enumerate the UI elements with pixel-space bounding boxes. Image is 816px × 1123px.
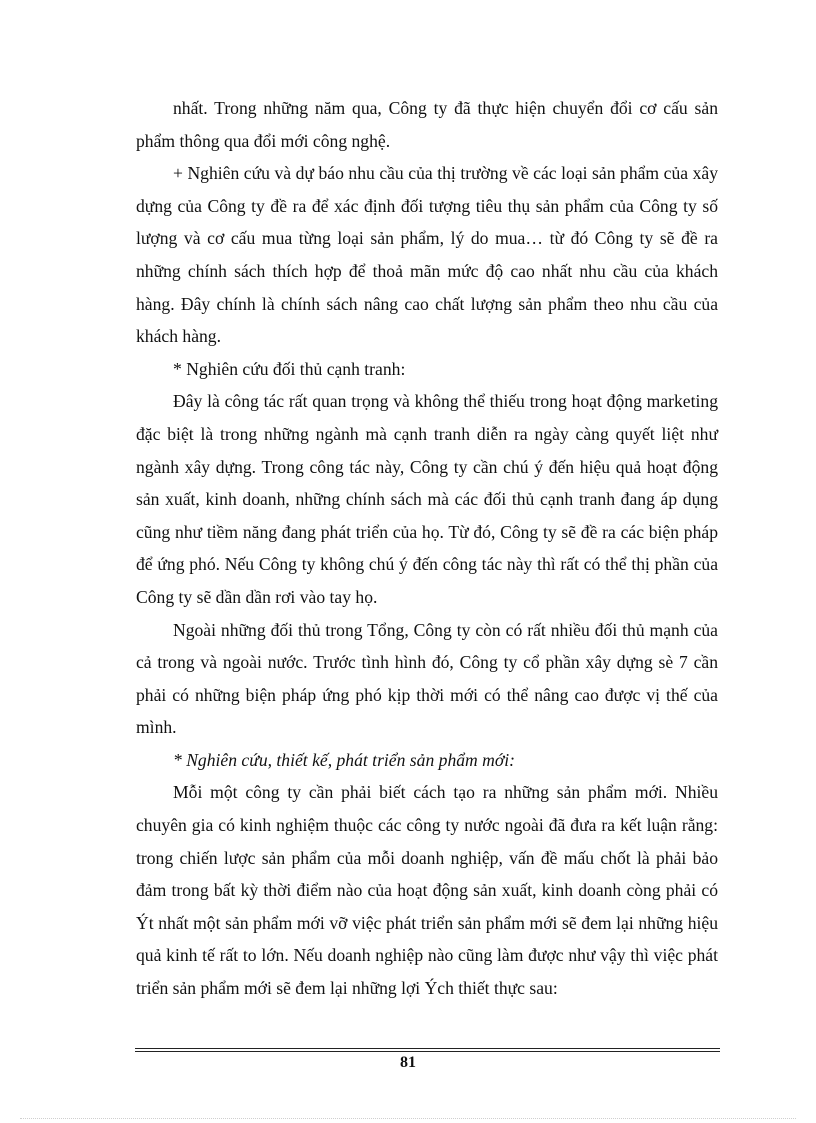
footer-rule-bottom xyxy=(135,1051,720,1052)
paragraph-continuation: nhất. Trong những năm qua, Công ty đã thực hiện chuyển đổi cơ cấu sản phẩm thông qua đổi mới công nghệ. xyxy=(136,98,718,151)
paragraph-new-product: Mỗi một công ty cần phải biết cách tạo ra những sản phẩm mới. Nhiều chuyên gia có kinh nghiệm thuộc các công ty nước ngoài đã đưa ra kết luận rằng: trong chiến lược sản phẩm của mỗi doanh nghiệp, vấn đề mấu chốt là phải bảo đảm trong bất kỳ thời điểm nào của hoạt động sản xuất, kinh doanh còng phải có Ýt nhất một sản phẩm mới vỡ việc phát triển sản phẩm mới sẽ đem lại những hiệu quả kinh tế rất to lớn. Nếu doanh nghiệp nào cũng làm được như vậy thì việc phát triển sản phẩm mới sẽ đem lại những lợi Ých thiết thực sau: xyxy=(136,782,718,999)
paragraph-competitor-research: Đây là công tác rất quan trọng và không thể thiếu trong hoạt động marketing đặc biệt là trong những ngành mà cạnh tranh diễn ra ngày càng quyết liệt như ngành xây dựng. Trong công tác này, Công ty cần chú ý đến hiệu quả hoạt động sản xuất, kinh doanh, những chính sách mà các đối thủ cạnh tranh đang áp dụng cũng như tiềm năng đang phát triển của họ. Từ đó, Công ty sẽ đề ra các biện pháp để ứng phó. Nếu Công ty không chú ý đến công tác này thì rất có thể thị phần của Công ty sẽ dần dần rơi vào tay họ. xyxy=(136,391,718,607)
page-bottom-divider xyxy=(20,1118,796,1119)
document-body xyxy=(136,92,718,1005)
section-heading-competitor-research: * Nghiên cứu đối thủ cạnh tranh: xyxy=(173,358,406,379)
paragraph-market-research: + Nghiên cứu và dự báo nhu cầu của thị trường về các loại sản phẩm của xây dựng của Công ty đề ra để xác định đối tượng tiêu thụ sản phẩm của Công ty số lượng và cơ cấu mua từng loại sản phẩm, lý do mua… từ đó Công ty sẽ đề ra những chính sách thích hợp để thoả mãn mức độ cao nhất nhu cầu của khách hàng. Đây chính là chính sách nâng cao chất lượng sản phẩm theo nhu cầu của khách hàng. xyxy=(136,163,718,347)
paragraph-competitors: Ngoài những đối thủ trong Tổng, Công ty còn có rất nhiều đối thủ mạnh của cả trong và ngoài nước. Trước tình hình đó, Công ty cổ phần xây dựng sè 7 cần phải có những biện pháp ứng phó kịp thời mới có thể nâng cao được vị thế của mình. xyxy=(136,619,718,738)
section-heading-new-product: * Nghiên cứu, thiết kế, phát triển sản phẩm mới: xyxy=(173,749,515,770)
page-number: 81 xyxy=(400,1054,416,1071)
footer-rule-top xyxy=(135,1048,720,1049)
